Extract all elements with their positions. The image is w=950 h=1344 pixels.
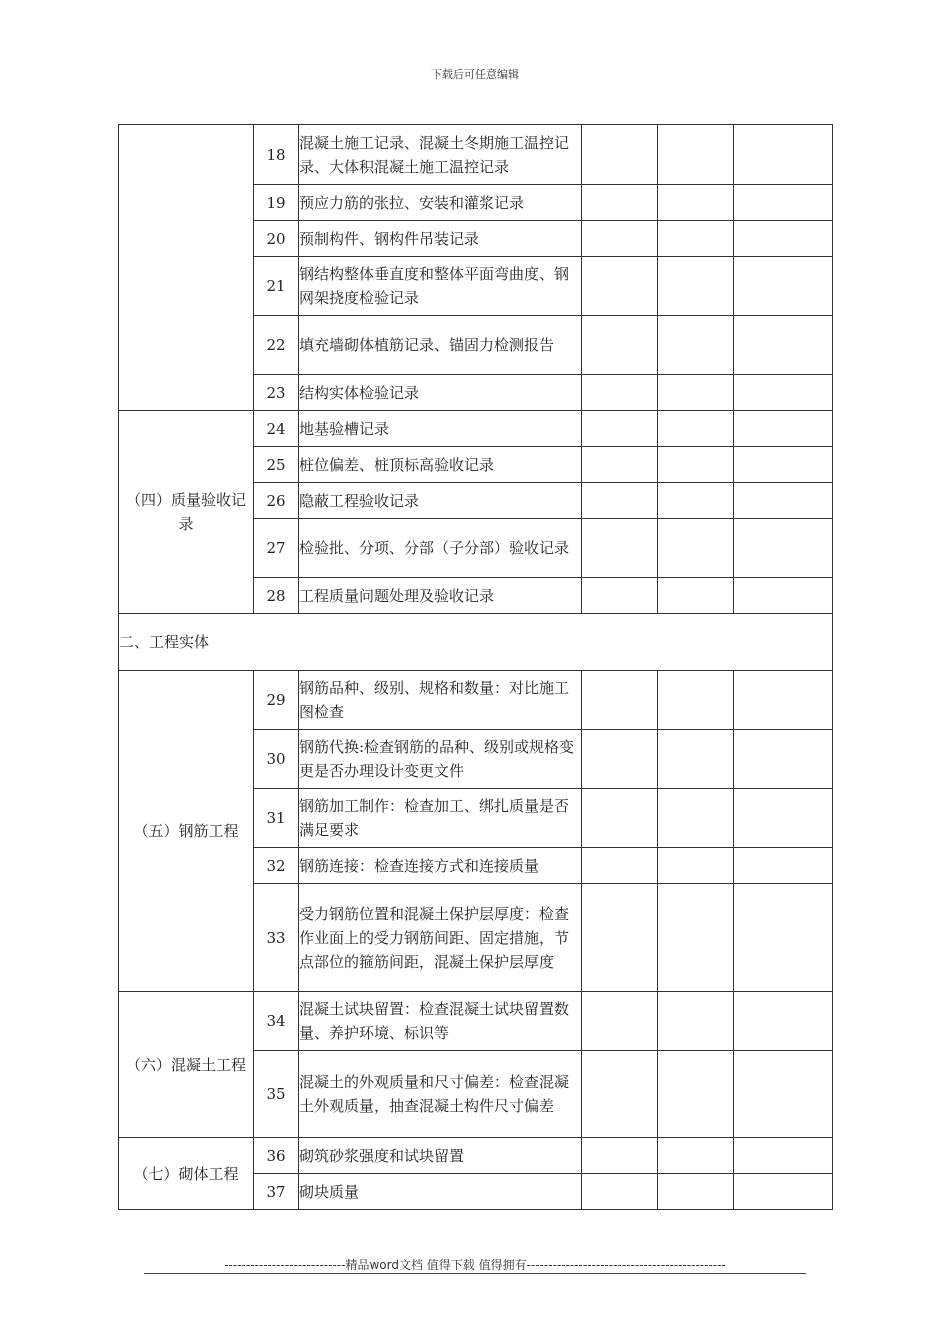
item-number: 36 — [254, 1138, 299, 1174]
blank-cell — [582, 447, 658, 483]
table-row — [119, 1138, 833, 1174]
blank-cell — [734, 519, 833, 578]
item-number: 29 — [254, 671, 299, 730]
item-text: 钢筋连接：检查连接方式和连接质量 — [299, 848, 582, 884]
item-text: 工程质量问题处理及验收记录 — [299, 578, 582, 614]
item-text: 桩位偏差、桩顶标高验收记录 — [299, 447, 582, 483]
blank-cell — [582, 1174, 658, 1210]
blank-cell — [582, 848, 658, 884]
item-text: 受力钢筋位置和混凝土保护层厚度：检查作业面上的受力钢筋间距、固定措施，节点部位的箍筋间距，混凝土保护层厚度 — [299, 884, 582, 992]
blank-cell — [734, 316, 833, 375]
inspection-table — [118, 124, 833, 1210]
item-number: 23 — [254, 375, 299, 411]
item-number: 27 — [254, 519, 299, 578]
blank-cell — [658, 316, 734, 375]
blank-cell — [582, 884, 658, 992]
blank-cell — [658, 1051, 734, 1138]
blank-cell — [658, 671, 734, 730]
blank-cell — [582, 483, 658, 519]
item-text: 预制构件、钢构件吊装记录 — [299, 221, 582, 257]
blank-cell — [734, 1138, 833, 1174]
blank-cell — [734, 257, 833, 316]
item-number: 31 — [254, 789, 299, 848]
table-row — [119, 992, 833, 1051]
item-number: 33 — [254, 884, 299, 992]
blank-cell — [582, 125, 658, 185]
item-text: 地基验槽记录 — [299, 411, 582, 447]
item-text: 钢筋品种、级别、规格和数量：对比施工图检查 — [299, 671, 582, 730]
item-number: 28 — [254, 578, 299, 614]
blank-cell — [734, 1051, 833, 1138]
blank-cell — [658, 1174, 734, 1210]
item-number: 21 — [254, 257, 299, 316]
item-text: 钢结构整体垂直度和整体平面弯曲度、钢网架挠度检验记录 — [299, 257, 582, 316]
blank-cell — [658, 848, 734, 884]
item-text: 结构实体检验记录 — [299, 375, 582, 411]
blank-cell — [582, 1051, 658, 1138]
item-text: 混凝土的外观质量和尺寸偏差：检查混凝土外观质量，抽查混凝土构件尺寸偏差 — [299, 1051, 582, 1138]
item-number: 32 — [254, 848, 299, 884]
blank-cell — [582, 221, 658, 257]
blank-cell — [658, 125, 734, 185]
item-text: 检验批、分项、分部（子分部）验收记录 — [299, 519, 582, 578]
item-number: 25 — [254, 447, 299, 483]
item-number: 18 — [254, 125, 299, 185]
table-row — [119, 671, 833, 730]
item-number: 22 — [254, 316, 299, 375]
category-masonry: （七）砌体工程 — [119, 1138, 254, 1210]
blank-cell — [582, 578, 658, 614]
item-number: 26 — [254, 483, 299, 519]
blank-cell — [658, 884, 734, 992]
item-text: 隐蔽工程验收记录 — [299, 483, 582, 519]
blank-cell — [582, 992, 658, 1051]
item-number: 24 — [254, 411, 299, 447]
blank-cell — [734, 483, 833, 519]
blank-cell — [582, 257, 658, 316]
blank-cell — [734, 730, 833, 789]
blank-cell — [658, 257, 734, 316]
blank-cell — [658, 411, 734, 447]
blank-cell — [734, 221, 833, 257]
blank-cell — [582, 789, 658, 848]
blank-cell — [658, 789, 734, 848]
category-concrete: （六）混凝土工程 — [119, 992, 254, 1138]
category-rebar: （五）钢筋工程 — [119, 671, 254, 992]
blank-cell — [582, 316, 658, 375]
blank-cell — [734, 125, 833, 185]
page-footer: ----------------------------精品word文档 值得下载 值得拥有---------------------------------------------- — [224, 1258, 726, 1272]
blank-cell — [734, 185, 833, 221]
item-text: 预应力筋的张拉、安装和灌浆记录 — [299, 185, 582, 221]
item-text: 填充墙砌体植筋记录、锚固力检测报告 — [299, 316, 582, 375]
blank-cell — [734, 884, 833, 992]
blank-cell — [582, 671, 658, 730]
blank-cell — [582, 185, 658, 221]
blank-cell — [734, 375, 833, 411]
item-text: 钢筋代换:检查钢筋的品种、级别或规格变更是否办理设计变更文件 — [299, 730, 582, 789]
blank-cell — [734, 447, 833, 483]
table-row — [119, 411, 833, 447]
item-number: 34 — [254, 992, 299, 1051]
blank-cell — [658, 730, 734, 789]
item-number: 19 — [254, 185, 299, 221]
blank-cell — [582, 411, 658, 447]
blank-cell — [582, 519, 658, 578]
blank-cell — [658, 447, 734, 483]
blank-cell — [734, 992, 833, 1051]
item-number: 35 — [254, 1051, 299, 1138]
blank-cell — [658, 1138, 734, 1174]
blank-cell — [734, 578, 833, 614]
blank-cell — [582, 1138, 658, 1174]
item-number: 20 — [254, 221, 299, 257]
item-number: 37 — [254, 1174, 299, 1210]
table-row — [119, 125, 833, 185]
category-quality: （四）质量验收记录 — [119, 411, 254, 614]
page-header: 下载后可任意编辑 — [431, 68, 519, 81]
category-cell — [119, 125, 254, 411]
blank-cell — [658, 375, 734, 411]
item-text: 砌筑砂浆强度和试块留置 — [299, 1138, 582, 1174]
item-text: 砌块质量 — [299, 1174, 582, 1210]
blank-cell — [658, 992, 734, 1051]
blank-cell — [658, 185, 734, 221]
blank-cell — [658, 221, 734, 257]
blank-cell — [734, 411, 833, 447]
footer-divider — [144, 1273, 806, 1274]
blank-cell — [734, 1174, 833, 1210]
item-text: 钢筋加工制作：检查加工、绑扎质量是否满足要求 — [299, 789, 582, 848]
item-text: 混凝土试块留置：检查混凝土试块留置数量、养护环境、标识等 — [299, 992, 582, 1051]
blank-cell — [734, 848, 833, 884]
section-title: 二、工程实体 — [119, 614, 833, 671]
blank-cell — [582, 730, 658, 789]
item-number: 30 — [254, 730, 299, 789]
blank-cell — [734, 671, 833, 730]
blank-cell — [658, 578, 734, 614]
blank-cell — [734, 789, 833, 848]
blank-cell — [658, 519, 734, 578]
section-row — [119, 614, 833, 671]
blank-cell — [658, 483, 734, 519]
blank-cell — [582, 375, 658, 411]
item-text: 混凝土施工记录、混凝土冬期施工温控记录、大体积混凝土施工温控记录 — [299, 125, 582, 185]
